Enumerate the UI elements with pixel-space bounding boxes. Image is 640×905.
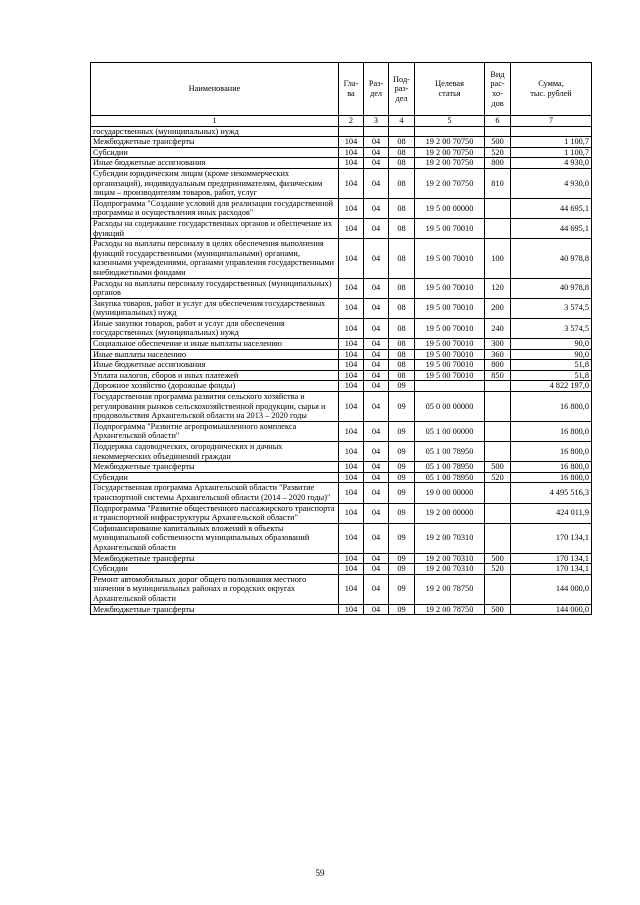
cell-t: 05 1 00 00000 (415, 421, 485, 441)
cell-r: 04 (364, 137, 389, 148)
cell-name: Межбюджетные трансферты (91, 137, 339, 148)
cell-r: 04 (364, 158, 389, 169)
cell-s: 1 100,7 (511, 147, 592, 158)
table-row (91, 360, 592, 371)
cell-p: 08 (389, 298, 415, 318)
cell-t: 05 1 00 78950 (415, 472, 485, 483)
cell-p: 08 (389, 147, 415, 158)
cell-p: 09 (389, 381, 415, 392)
cell-g: 104 (339, 381, 364, 392)
cell-name: Дорожное хозяйство (дорожные фонды) (91, 381, 339, 392)
cell-r: 04 (364, 604, 389, 615)
cell-s: 3 574,5 (511, 318, 592, 338)
cell-s: 4 930,0 (511, 158, 592, 169)
cell-t: 05 0 00 00000 (415, 392, 485, 422)
cell-g: 104 (339, 158, 364, 169)
cell-g: 104 (339, 553, 364, 564)
table-row (91, 370, 592, 381)
cell-s: 4 495 516,3 (511, 483, 592, 503)
cell-p: 08 (389, 370, 415, 381)
cell-s: 4 822 197,0 (511, 381, 592, 392)
cell-r: 04 (364, 421, 389, 441)
cell-g: 104 (339, 503, 364, 523)
cell-t: 19 2 00 78750 (415, 604, 485, 615)
cell-name: Субсидии (91, 564, 339, 575)
cell-v: 300 (485, 339, 511, 350)
cell-v (485, 574, 511, 604)
cell-name: Иные бюджетные ассигнования (91, 158, 339, 169)
cell-g: 104 (339, 218, 364, 238)
cell-name: Межбюджетные трансферты (91, 462, 339, 473)
cell-s: 16 800,0 (511, 392, 592, 422)
cell-v (485, 381, 511, 392)
cell-s: 16 800,0 (511, 421, 592, 441)
cell-p: 08 (389, 239, 415, 278)
table-row (91, 198, 592, 218)
cell-s: 170 134,1 (511, 553, 592, 564)
cell-r: 04 (364, 462, 389, 473)
cell-t: 19 5 00 00000 (415, 198, 485, 218)
cell-s: 144 000,0 (511, 604, 592, 615)
cell-p: 08 (389, 198, 415, 218)
cell-s: 4 930,0 (511, 168, 592, 198)
cell-g: 104 (339, 483, 364, 503)
cell-name: Иные выплаты населению (91, 349, 339, 360)
cell-t: 19 5 00 70010 (415, 239, 485, 278)
cell-r: 04 (364, 239, 389, 278)
cell-r: 04 (364, 472, 389, 483)
cell-g: 104 (339, 349, 364, 360)
cell-r: 04 (364, 218, 389, 238)
cell-v: 200 (485, 298, 511, 318)
header-podrazdel: Под- раз- дел (389, 63, 415, 116)
cell-s: 40 978,8 (511, 278, 592, 298)
cell-v: 520 (485, 564, 511, 575)
cell-name: Государственная программа Архангельской области "Развитие транспортной системы Архангельской области (2014 – 2020 годы)" (91, 483, 339, 503)
cell-g: 104 (339, 370, 364, 381)
table-header-row (91, 63, 592, 116)
cell-g: 104 (339, 472, 364, 483)
cell-g: 104 (339, 298, 364, 318)
cell-p: 09 (389, 442, 415, 462)
table-row (91, 278, 592, 298)
cell-name: Софинансирование капитальных вложений в объекты муниципальной собственности муниципальных образований Архангельской области (91, 523, 339, 553)
cell-g (339, 126, 364, 137)
cell-s: 44 695,1 (511, 198, 592, 218)
cell-p: 08 (389, 318, 415, 338)
cell-p: 08 (389, 218, 415, 238)
cell-p: 09 (389, 472, 415, 483)
cell-v (485, 523, 511, 553)
table-row (91, 158, 592, 169)
cell-g: 104 (339, 339, 364, 350)
table-row (91, 442, 592, 462)
cell-s: 16 800,0 (511, 462, 592, 473)
cell-v: 500 (485, 137, 511, 148)
cell-t: 19 2 00 70750 (415, 147, 485, 158)
cell-name: Расходы на выплаты персоналу государственных (муниципальных) органов (91, 278, 339, 298)
cell-name: Подпрограмма "Развитие общественного пассажирского транспорта и транспортной инфраструктуры Архангельской области" (91, 503, 339, 523)
cell-r: 04 (364, 574, 389, 604)
table-row (91, 604, 592, 615)
cell-t: 05 1 00 78950 (415, 462, 485, 473)
cell-p: 08 (389, 158, 415, 169)
cell-s: 16 800,0 (511, 472, 592, 483)
cell-g: 104 (339, 564, 364, 575)
cell-name: Расходы на содержание государственных органов и обеспечение их функций (91, 218, 339, 238)
budget-table (90, 62, 592, 615)
cell-t: 19 5 00 70010 (415, 360, 485, 371)
table-row (91, 483, 592, 503)
cell-p: 08 (389, 339, 415, 350)
cell-r: 04 (364, 392, 389, 422)
cell-g: 104 (339, 462, 364, 473)
colnum-3: 3 (364, 116, 389, 127)
cell-p: 09 (389, 503, 415, 523)
cell-s: 51,8 (511, 360, 592, 371)
cell-t: 19 2 00 70310 (415, 523, 485, 553)
cell-r: 04 (364, 483, 389, 503)
cell-p: 09 (389, 553, 415, 564)
table-row (91, 381, 592, 392)
page-number: 59 (315, 868, 325, 878)
cell-p (389, 126, 415, 137)
cell-name: Государственная программа развития сельского хозяйства и регулирования рынков сельскохозяйственной продукции, сырья и продовольствия Архангельской области на 2013 – 2020 годы (91, 392, 339, 422)
cell-g: 104 (339, 198, 364, 218)
cell-p: 09 (389, 564, 415, 575)
table-row (91, 523, 592, 553)
cell-s: 424 011,9 (511, 503, 592, 523)
cell-g: 104 (339, 278, 364, 298)
cell-r: 04 (364, 564, 389, 575)
cell-s: 40 978,8 (511, 239, 592, 278)
cell-name: Социальное обеспечение и иные выплаты населению (91, 339, 339, 350)
cell-r: 04 (364, 147, 389, 158)
cell-g: 104 (339, 360, 364, 371)
cell-v: 520 (485, 472, 511, 483)
cell-v: 120 (485, 278, 511, 298)
cell-g: 104 (339, 168, 364, 198)
cell-g: 104 (339, 318, 364, 338)
cell-s: 1 100,7 (511, 137, 592, 148)
cell-g: 104 (339, 442, 364, 462)
cell-t: 19 2 00 70750 (415, 158, 485, 169)
cell-t: 05 1 00 78950 (415, 442, 485, 462)
cell-g: 104 (339, 137, 364, 148)
cell-v (485, 503, 511, 523)
cell-v (485, 442, 511, 462)
header-vid: Вид рас- хо- дов (485, 63, 511, 116)
cell-s (511, 126, 592, 137)
table-row (91, 421, 592, 441)
cell-v: 100 (485, 239, 511, 278)
cell-name: государственных (муниципальных) нужд (91, 126, 339, 137)
cell-v: 500 (485, 553, 511, 564)
cell-t: 19 2 00 70750 (415, 137, 485, 148)
cell-s: 170 134,1 (511, 523, 592, 553)
column-number-row (91, 116, 592, 127)
cell-t: 19 5 00 70010 (415, 349, 485, 360)
cell-r: 04 (364, 381, 389, 392)
cell-name: Межбюджетные трансферты (91, 604, 339, 615)
cell-v: 520 (485, 147, 511, 158)
header-target: Целевая статья (415, 63, 485, 116)
cell-r (364, 126, 389, 137)
cell-t: 19 2 00 70310 (415, 553, 485, 564)
cell-name: Иные закупки товаров, работ и услуг для обеспечения государственных (муниципальных) нужд (91, 318, 339, 338)
cell-name: Закупка товаров, работ и услуг для обеспечения государственных (муниципальных) нужд (91, 298, 339, 318)
cell-s: 170 134,1 (511, 564, 592, 575)
table-row (91, 239, 592, 278)
cell-t (415, 381, 485, 392)
cell-p: 09 (389, 462, 415, 473)
cell-r: 04 (364, 168, 389, 198)
cell-g: 104 (339, 523, 364, 553)
cell-r: 04 (364, 503, 389, 523)
table-row (91, 574, 592, 604)
cell-v (485, 421, 511, 441)
table-row (91, 472, 592, 483)
cell-name: Субсидии (91, 472, 339, 483)
cell-name: Ремонт автомобильных дорог общего пользования местного значения в муниципальных районах и городских округах Архангельской области (91, 574, 339, 604)
cell-name: Подпрограмма "Развитие агропромышленного комплекса Архангельской области" (91, 421, 339, 441)
cell-g: 104 (339, 239, 364, 278)
cell-name: Субсидии юридическим лицам (кроме некоммерческих организаций), индивидуальным предпринимателям, физическим лицам – производителям товаров, работ, услуг (91, 168, 339, 198)
cell-r: 04 (364, 360, 389, 371)
cell-r: 04 (364, 370, 389, 381)
header-glava: Гла- ва (339, 63, 364, 116)
cell-t: 19 5 00 70010 (415, 298, 485, 318)
colnum-5: 5 (415, 116, 485, 127)
cell-s: 16 800,0 (511, 442, 592, 462)
colnum-2: 2 (339, 116, 364, 127)
cell-v: 500 (485, 604, 511, 615)
table-row (91, 553, 592, 564)
cell-v: 800 (485, 360, 511, 371)
colnum-6: 6 (485, 116, 511, 127)
header-sum: Сумма, тыс. рублей (511, 63, 592, 116)
cell-v: 500 (485, 462, 511, 473)
cell-s: 44 695,1 (511, 218, 592, 238)
header-name: Наименование (91, 63, 339, 116)
cell-s: 90,0 (511, 339, 592, 350)
colnum-1: 1 (91, 116, 339, 127)
cell-p: 09 (389, 421, 415, 441)
cell-r: 04 (364, 349, 389, 360)
table-row (91, 318, 592, 338)
cell-s: 51,8 (511, 370, 592, 381)
cell-name: Подпрограмма "Создание условий для реализации государственной программы и осуществления иных расходов" (91, 198, 339, 218)
cell-r: 04 (364, 198, 389, 218)
cell-t: 19 2 00 70310 (415, 564, 485, 575)
cell-name: Иные бюджетные ассигнования (91, 360, 339, 371)
cell-v: 850 (485, 370, 511, 381)
table-row (91, 147, 592, 158)
cell-p: 09 (389, 523, 415, 553)
cell-name: Поддержка садоводческих, огороднических и дачных некоммерческих объединений граждан (91, 442, 339, 462)
cell-r: 04 (364, 553, 389, 564)
table-row (91, 218, 592, 238)
table-row (91, 462, 592, 473)
cell-v: 360 (485, 349, 511, 360)
cell-t: 19 5 00 70010 (415, 370, 485, 381)
cell-g: 104 (339, 147, 364, 158)
cell-t: 19 5 00 70010 (415, 318, 485, 338)
cell-t: 19 2 00 70750 (415, 168, 485, 198)
cell-v (485, 198, 511, 218)
cell-r: 04 (364, 339, 389, 350)
cell-name: Межбюджетные трансферты (91, 553, 339, 564)
table-row (91, 137, 592, 148)
cell-p: 09 (389, 392, 415, 422)
cell-p: 09 (389, 483, 415, 503)
cell-p: 08 (389, 168, 415, 198)
table-row (91, 392, 592, 422)
cell-t: 19 2 00 78750 (415, 574, 485, 604)
cell-g: 104 (339, 574, 364, 604)
table-row (91, 339, 592, 350)
cell-t: 19 5 00 70010 (415, 218, 485, 238)
cell-t: 19 5 00 70010 (415, 278, 485, 298)
cell-t: 19 0 00 00000 (415, 483, 485, 503)
cell-r: 04 (364, 298, 389, 318)
cell-r: 04 (364, 318, 389, 338)
cell-v (485, 392, 511, 422)
cell-t: 19 2 00 00000 (415, 503, 485, 523)
cell-v (485, 483, 511, 503)
table-row (91, 503, 592, 523)
header-razdel: Раз- дел (364, 63, 389, 116)
cell-s: 144 000,0 (511, 574, 592, 604)
cell-name: Субсидии (91, 147, 339, 158)
cell-v (485, 218, 511, 238)
cell-v: 810 (485, 168, 511, 198)
cell-name: Уплата налогов, сборов и иных платежей (91, 370, 339, 381)
cell-s: 3 574,5 (511, 298, 592, 318)
table-row (91, 168, 592, 198)
cell-name: Расходы на выплаты персоналу в целях обеспечения выполнения функций государственными (муниципальными) органами, казенными учреждениями, органами управления государственными внебюджетными фондами (91, 239, 339, 278)
cell-p: 09 (389, 574, 415, 604)
cell-r: 04 (364, 278, 389, 298)
cell-t: 19 5 00 70010 (415, 339, 485, 350)
table-row (91, 298, 592, 318)
cell-p: 08 (389, 278, 415, 298)
cell-v: 800 (485, 158, 511, 169)
cell-v (485, 126, 511, 137)
cell-p: 09 (389, 604, 415, 615)
cell-s: 90,0 (511, 349, 592, 360)
cell-g: 104 (339, 604, 364, 615)
cell-r: 04 (364, 442, 389, 462)
cell-v: 240 (485, 318, 511, 338)
cell-g: 104 (339, 421, 364, 441)
cell-p: 08 (389, 137, 415, 148)
table-row (91, 349, 592, 360)
cell-p: 08 (389, 349, 415, 360)
cell-r: 04 (364, 523, 389, 553)
colnum-7: 7 (511, 116, 592, 127)
cell-g: 104 (339, 392, 364, 422)
table-row (91, 126, 592, 137)
table-row (91, 564, 592, 575)
colnum-4: 4 (389, 116, 415, 127)
cell-t (415, 126, 485, 137)
cell-p: 08 (389, 360, 415, 371)
